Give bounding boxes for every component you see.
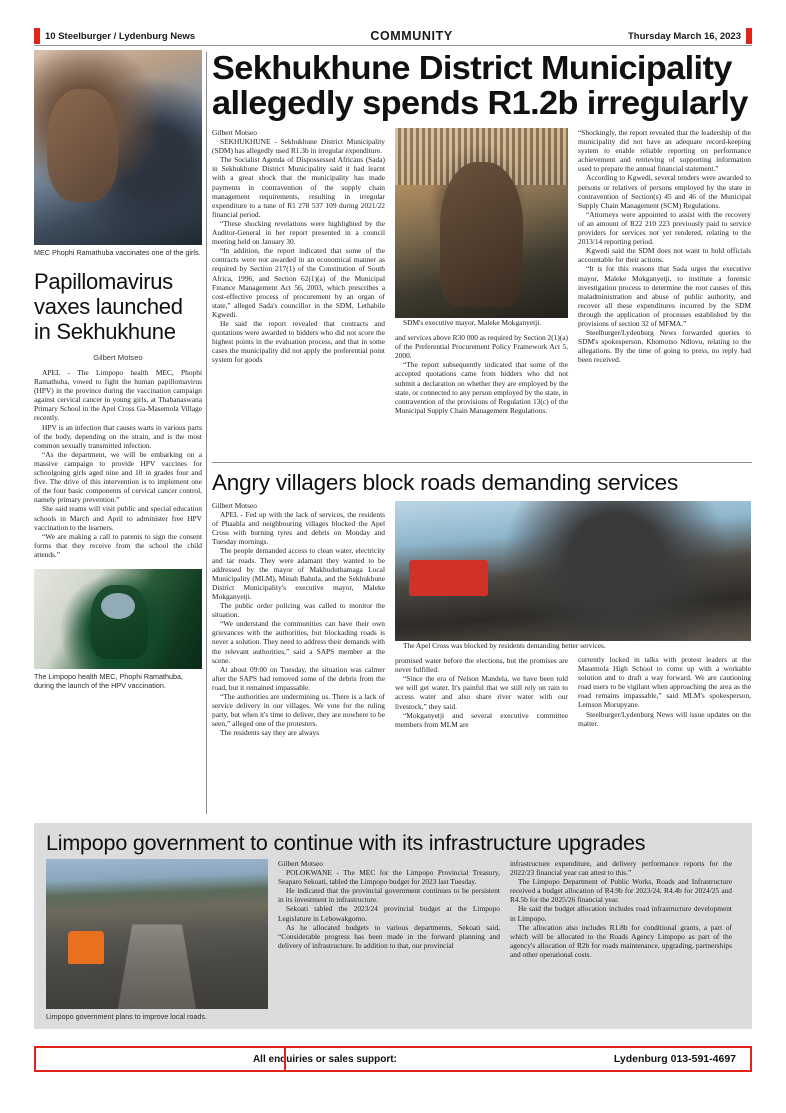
paragraph: “Attorneys were appointed to assist with the recovery of an amount of R22 210 223 previously paid to service providers for services not yet rendered, relating to the 2013/14 reporting period. (578, 209, 751, 247)
paragraph: “In addition, the report indicated that some of the contracts were not awarded in an economical manner as required by Section 217(1) of the Constitution of South Africa, 1996, and Section 62(1)(a) of the Municipal Finance Management Act 56, 2003, which prescribes a cost-effective process of procurement by an organ of state,” alleged Sada's councillor in the SDM, Lethabile Kgwedi. (212, 246, 385, 319)
paragraph: “The report subsequently indicated that some of the accepted quotations came from bidders who did not submit a declaration on whether they are employed by the state, or connected to any person employed by the state, in contravention of the provisions of Regulation 13(c) of the Municipal Supply Chain Management Regulations. (395, 360, 568, 415)
paragraph: APEL - The Limpopo health MEC, Phophi Ramathuba, vowed to fight the human papillomavirus (HPV) in the province during the vaccination campaign against cervical cancer in young girls, at Thabanaswana Primary School in the Apel Cross Ga-Masemola Village recently. (34, 368, 202, 423)
caption-executive-mayor: SDM's executive mayor, Maleke Mokganyetji. (403, 318, 542, 327)
paragraph: As he allocated budgets to various departments, Sekoati said, “Considerable progress has been made in the forward planning and delivery of infrastructure. In addition to that, our provincial (278, 922, 500, 950)
masthead-section-title: COMMUNITY (370, 29, 453, 43)
masthead-date: Thursday March 16, 2023 (628, 30, 741, 42)
photo-apel-cross-wrap (395, 501, 751, 650)
story-sekhukhune-irregular-spending (212, 50, 752, 415)
headline-angry-villagers: Angry villagers block roads demanding services (212, 470, 679, 495)
left-column (34, 50, 202, 690)
paragraph: “It is for this reasons that Sada urges the executive mayor, Maleke Mokganyetji, to institute a forensic investigation process to determine the root causes of this maladministration and abuse of public authority, and recover all these expenditures incurred by the SDM through the application of processes established by the provisions of section 32 of MFMA.” (578, 264, 751, 328)
story1-column-3 (578, 128, 751, 415)
paragraph: POLOKWANE - The MEC for the Limpopo Provincial Treasury, Seaparo Sekoati, tabled the Limpopo budget for 2023 last Tuesday. (278, 868, 500, 887)
story1-columns (212, 128, 752, 415)
masthead-divider (34, 45, 752, 46)
body-papillomavirus (34, 368, 202, 559)
paragraph: “These shocking revelations were highlighted by the Auditor-General in her report presented in a council meeting held on January 30. (212, 218, 385, 247)
paragraph: According to Kgwedi, several tenders were awarded to persons or relatives of persons employed by the state in contravention of Section(s) 45 and 46 of the Municipal Supply Chain Management (SCM) Regulations. (578, 173, 751, 210)
headline-limpopo-infrastructure: Limpopo government to continue with its infrastructure upgrades (46, 831, 646, 855)
footer-phone-number: Lydenburg 013-591-4697 (613, 1053, 736, 1065)
byline-angry-villagers: Gilbert Motseo (212, 501, 257, 510)
story1-column-2 (395, 128, 568, 415)
paragraph: “Mokganyetji and several executive committee members from MLM are (395, 710, 568, 729)
masthead-accent-bar-right (746, 28, 752, 44)
headline-sekhukhune: Sekhukhune District Municipality allegedly spends R1.2b irregularly (212, 49, 748, 121)
paragraph: APEL - Fed up with the lack of services, the residents of Phaahla and neighbouring villages blocked the Apel Cross with burning tyres and debris on Monday and Tuesday mornings. (212, 510, 385, 547)
byline-papillomavirus: Gilbert Motseo (93, 353, 143, 362)
paragraph: SEKHUKHUNE - Sekhukhune District Municipality (SDM) has allegedly used R1.3b in irregular expenditure. (212, 137, 385, 156)
paragraph: currently locked in talks with protest leaders at the Masemola High School to come up with a workable solution and to draft a way forward. We are cautioning road users to be vigilant when approaching the area as the road remains impassable,” said MLM's spokesperson, Lemson Morupyane. (578, 655, 751, 710)
masthead-page-label: 10 Steelburger / Lydenburg News (45, 30, 196, 42)
story2-column-2 (395, 501, 606, 737)
story3-columns (34, 859, 752, 1021)
caption-road-works: Limpopo government plans to improve local roads. (46, 1012, 208, 1021)
byline-sekhukhune: Gilbert Motseo (212, 128, 257, 137)
photo-road-works (46, 859, 268, 1009)
footer-contact-bar (34, 1046, 752, 1072)
masthead (34, 27, 752, 45)
paragraph: The people demanded access to clean water, electricity and tar roads. They were adamant they wanted to be addressed by the mayor of Makhuduthamaga Local Municipality (MLM), Minah Bahula, and the Sekhukhune District Municipality's executive mayor, Maleke Mokganyetji. (212, 546, 385, 601)
story3-column-3 (510, 859, 732, 1021)
headline-papillomavirus: Papillomavirus vaxes launched in Sekhukhune (34, 269, 183, 344)
paragraph: “We understand the communities can have their own grievances with the authorities, but blockading roads is never a solution. They need to address their demands with the relevant authorities,” said a SAPS member at the scene. (212, 619, 385, 665)
paragraph: The allocation also includes R1.8b for conditional grants, a part of which will be allocated to the Roads Agency Limpopo as part of the agency's allocation of R2b for roads maintenance, upgrading, partnerships and other operational costs. (510, 922, 732, 959)
byline-limpopo: Gilbert Motseo (278, 859, 323, 868)
paragraph: He said the budget allocation includes road infrastructure development in Limpopo. (510, 904, 732, 923)
story-limpopo-infrastructure (34, 823, 752, 1029)
paragraph: At about 09:00 on Tuesday, the situation was calmer after the SAPS had removed some of the debris from the road, but it remained impassable. (212, 664, 385, 692)
paragraph: promised water before the elections, but the promises are never fulfilled. (395, 656, 568, 675)
story1-column-1 (212, 128, 385, 415)
photo-vaccination (34, 50, 202, 245)
paragraph: She said teams will visit public and special education schools in March and April to administer free HPV vaccination to the learners. (34, 504, 202, 532)
column-divider-left (206, 52, 207, 814)
story3-column-1 (46, 859, 268, 1021)
story3-column-2 (278, 859, 500, 1021)
caption-mec-launch: The Limpopo health MEC, Phophi Ramathuba, during the launch of the HPV vaccination. (34, 671, 184, 690)
paragraph: “Shockingly, the report revealed that the leadership of the municipality did not have an adequate record-keeping system to enable reliable reporting on performance achievement and retrieving of supporting information used to prepare the annual financial statement.” (578, 128, 751, 174)
paragraph: HPV is an infection that causes warts in various parts of the body, depending on the strain, and is the most common sexually transmitted infection. (34, 422, 202, 450)
paragraph: infrastructure expenditure, and delivery performance reports for the 2022/23 financial year can attest to this.” (510, 859, 732, 878)
paragraph: Kgwedi said the SDM does not want to hold officials accountable for their actions. (578, 246, 751, 265)
paragraph: “We are making a call to parents to sign the consent forms that they receive from the school the child attends.” (34, 531, 202, 559)
footer-enquiries-label: All enquiries or sales support: (252, 1053, 397, 1065)
photo-mec-launch (34, 569, 202, 669)
story2-column-1 (212, 501, 385, 737)
story-villagers-block-roads (212, 470, 752, 737)
paragraph: Steelburger/Lydenburg News will issue updates on the matter. (578, 709, 751, 728)
caption-apel-cross: The Apel Cross was blocked by residents demanding better services. (403, 641, 606, 650)
paragraph: “As the department, we will be embarking on a massive campaign to provide HPV vaccines for schoolgoing girls aged nine and 10 in grades four and five. The drive of this intervention is to implement one of the four basic components of cervical cancer control, namely primary prevention.” (34, 449, 202, 505)
paragraph: Steelburger/Lydenburg News forwarded queries to SDM's spokesperson, Khomotso Ndlovu, relating to the allegations. By the time of going to press, no reply had been received. (578, 328, 751, 365)
paragraph: The Limpopo Department of Public Works, Roads and Infrastructure received a budget allocation of R4.9b for 2023/24, R4.4b for 2024/25 and R4.5b for the 2025/26 financial year. (510, 877, 732, 905)
paragraph: Sekoati tabled the 2023/24 provincial budget at the Limpopo Legislature in Lebowakgomo. (278, 904, 500, 923)
story-divider-1 (212, 462, 752, 463)
masthead-accent-bar-left (34, 28, 40, 44)
paragraph: He indicated that the provincial government continues to be persistent in its investment in infrastructure. (278, 886, 500, 905)
paragraph: and services above R30 000 as required by Section 2(1)(a) of the Preferential Procurement Policy Framework Act 5, 2000. (395, 333, 569, 361)
photo-apel-cross (395, 501, 751, 641)
footer-divider (284, 1048, 286, 1070)
paragraph: The residents say they are always (220, 728, 320, 738)
photo-executive-mayor (395, 128, 568, 318)
paragraph: “The authorities are undermining us. There is a lack of service delivery in our villages. We vote for the ruling party, but when it's time to deliver, they are nowhere to be seen,” alleged one of the protesters. (212, 691, 385, 729)
caption-vaccination: MEC Phophi Ramathuba vaccinates one of the girls. (34, 248, 201, 257)
paragraph: “Since the era of Nelson Mandela, we have been told we will get water. It's painful that we still rely on rain to access water and also share river water with our livestock,” they said. (395, 674, 568, 711)
paragraph: The public order policing was called to monitor the situation. (212, 601, 385, 620)
story2-columns (212, 501, 752, 737)
paragraph: The Socialist Agenda of Dispossessed Africans (Sada) in Sekhukhune District Municipality said it had learnt with a great shock that the municipality has made payments in contravention of the supply chain management requirements, resulting in irregular expenditure to a tune of R1 278 537 109 during 2021/22 financial period. (212, 155, 385, 219)
paragraph: He said the report revealed that contracts and quotations were awarded to bidders who did not score the highest points in the evaluation process, and that in some cases the municipality did not apply the preferential point system for goods (212, 318, 385, 365)
